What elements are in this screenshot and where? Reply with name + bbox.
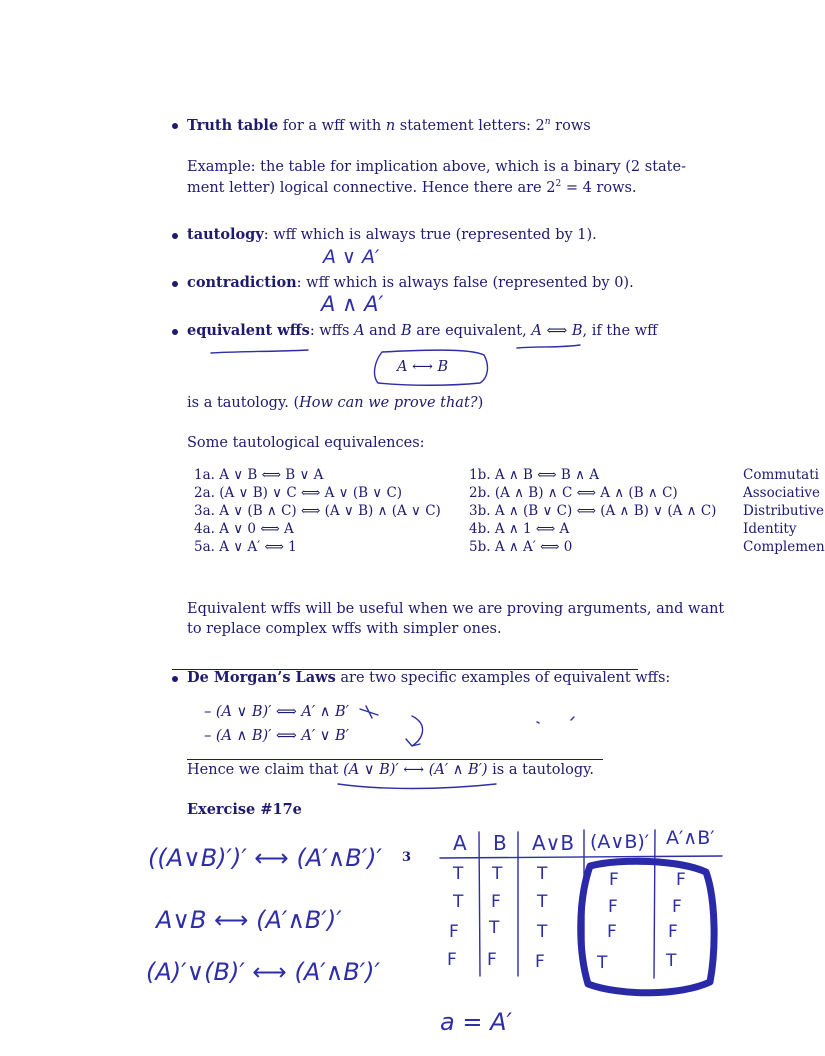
underline-claim (338, 784, 496, 789)
term-truth-table: Truth table (187, 116, 279, 134)
hw-cell: F (607, 922, 617, 942)
hw-table-header-b: B (493, 831, 507, 855)
equivalence-name-3: Distributive (743, 503, 824, 519)
claim-line: Hence we claim that (A ∨ B)′ ⟷ (A′ ∧ B′) is a tautology. (187, 762, 595, 778)
equivalence-left-4: 4a. A ∨ 0 ⟺ A (194, 521, 294, 537)
contradiction-line: contradiction: wff which is always false (represented by 0). (187, 274, 634, 291)
equivalence-right-3: 3b. A ∧ (B ∨ C) ⟺ (A ∧ B) ∨ (A ∧ C) (469, 503, 717, 519)
hw-cell: F (447, 950, 457, 970)
box-biconditional (375, 350, 488, 385)
term-equivalent-wffs: equivalent wffs (187, 322, 310, 339)
equivalence-left-3: 3a. A ∨ (B ∧ C) ⟺ (A ∨ B) ∧ (A ∨ C) (194, 503, 441, 519)
underline-equivalent-wffs (211, 350, 308, 353)
tautology-line: tautology: wff which is always true (represented by 1). (187, 226, 597, 243)
equivalences-heading: Some tautological equivalences: (187, 435, 425, 451)
equivalence-right-4: 4b. A ∧ 1 ⟺ A (469, 521, 570, 537)
equivalence-name-4: Identity (743, 521, 797, 537)
hw-cell: F (668, 922, 678, 942)
hw-cell: T (492, 864, 503, 884)
demorgan-line: De Morgan’s Laws are two specific examples of equivalent wffs: (187, 669, 671, 686)
hw-cell: F (609, 870, 619, 890)
handwritten-bottom-note: a = A′ (440, 1008, 512, 1036)
demorgan-law-1: – (A ∨ B)′ ⟺ A′ ∧ B′ (204, 704, 349, 720)
term-tautology: tautology (187, 226, 264, 243)
hw-table-header-not-avb: (A∨B)′ (590, 831, 650, 853)
tick-mark (571, 717, 574, 720)
hw-cell: F (487, 950, 497, 970)
equivalence-left-2: 2a. (A ∨ B) ∨ C ⟺ A ∨ (B ∨ C) (194, 485, 403, 501)
hw-cell: T (597, 953, 608, 973)
equivalence-left-5: 5a. A ∨ A′ ⟺ 1 (194, 539, 297, 555)
equivalence-name-5: Complemen (743, 539, 825, 555)
example-line-2: ment letter) logical connective. Hence there are $2^2 = 4$ rows. (187, 179, 637, 196)
equivalence-name-2: Associative (743, 485, 821, 501)
handwritten-work-line-3: (A)′∨(B)′ ⟷ (A′∧B′)′ (146, 958, 380, 986)
hw-cell: F (535, 952, 545, 972)
hw-table-vline (654, 830, 655, 978)
tick-mark (537, 722, 539, 723)
handwritten-tautology-example: A ∨ A′ (323, 246, 380, 268)
useful-line-2: to replace complex wffs with simpler ones. (187, 621, 502, 637)
example-line-1: Example: the table for implication above, which is a binary (2 state- (187, 159, 686, 175)
hw-cell: T (537, 922, 548, 942)
hw-cell: T (537, 892, 548, 912)
handwritten-work-line-1: ((A∨B)′)′ ⟷ (A′∧B′)′ (148, 844, 382, 872)
equivalence-right-5: 5b. A ∧ A′ ⟺ 0 (469, 539, 573, 555)
useful-line-1: Equivalent wffs will be useful when we are proving arguments, and want (187, 601, 725, 617)
term-de-morgans-laws: De Morgan’s Laws (187, 669, 336, 686)
equivalence-right-1: 1b. A ∧ B ⟺ B ∧ A (469, 467, 600, 483)
underline-equivalence (517, 345, 580, 348)
hw-cell: F (672, 897, 682, 917)
page-number: 3 (402, 850, 412, 865)
hw-cell: T (489, 918, 500, 938)
truth-table-line: Truth table for a wff with n statement letters: 2$^n$ rows (187, 116, 591, 134)
equivalence-left-1: 1a. A ∨ B ⟺ B ∨ A (194, 467, 324, 483)
term-contradiction: contradiction (187, 274, 297, 291)
handwritten-work-line-2: A∨B ⟷ (A′∧B′)′ (156, 906, 342, 934)
exercise-heading: Exercise #17e (187, 801, 302, 818)
circle-result-columns (581, 861, 714, 993)
hw-table-header-avb: A∨B (532, 831, 575, 855)
hw-cell: F (449, 922, 459, 942)
hw-cell: T (537, 864, 548, 884)
equivalence-name-1: Commutati (743, 467, 819, 483)
star-mark (360, 706, 378, 718)
equivalent-wffs-line: equivalent wffs: wffs A and B are equivalent, A ⟺ B, if the wff (187, 322, 658, 339)
handwritten-contradiction-example: A ∧ A′ (321, 292, 384, 316)
equivalence-right-2: 2b. (A ∧ B) ∧ C ⟺ A ∧ (B ∧ C) (469, 485, 678, 501)
curved-arrow (406, 716, 423, 746)
hw-cell: T (453, 892, 464, 912)
biconditional-formula: A ⟷ B (397, 359, 449, 375)
hw-cell: T (666, 951, 677, 971)
hw-cell: T (453, 864, 464, 884)
hw-table-vline (479, 832, 480, 976)
hw-cell: F (676, 870, 686, 890)
hw-table-header-a: A (453, 831, 467, 855)
hw-cell: F (491, 892, 501, 912)
hw-table-header-na-and-nb: A′∧B′ (666, 827, 715, 849)
hw-table-hline (440, 856, 722, 858)
is-tautology-line: is a tautology. (How can we prove that?) (187, 395, 484, 411)
demorgan-law-2: – (A ∧ B)′ ⟺ A′ ∨ B′ (204, 728, 349, 744)
hw-cell: F (608, 897, 618, 917)
